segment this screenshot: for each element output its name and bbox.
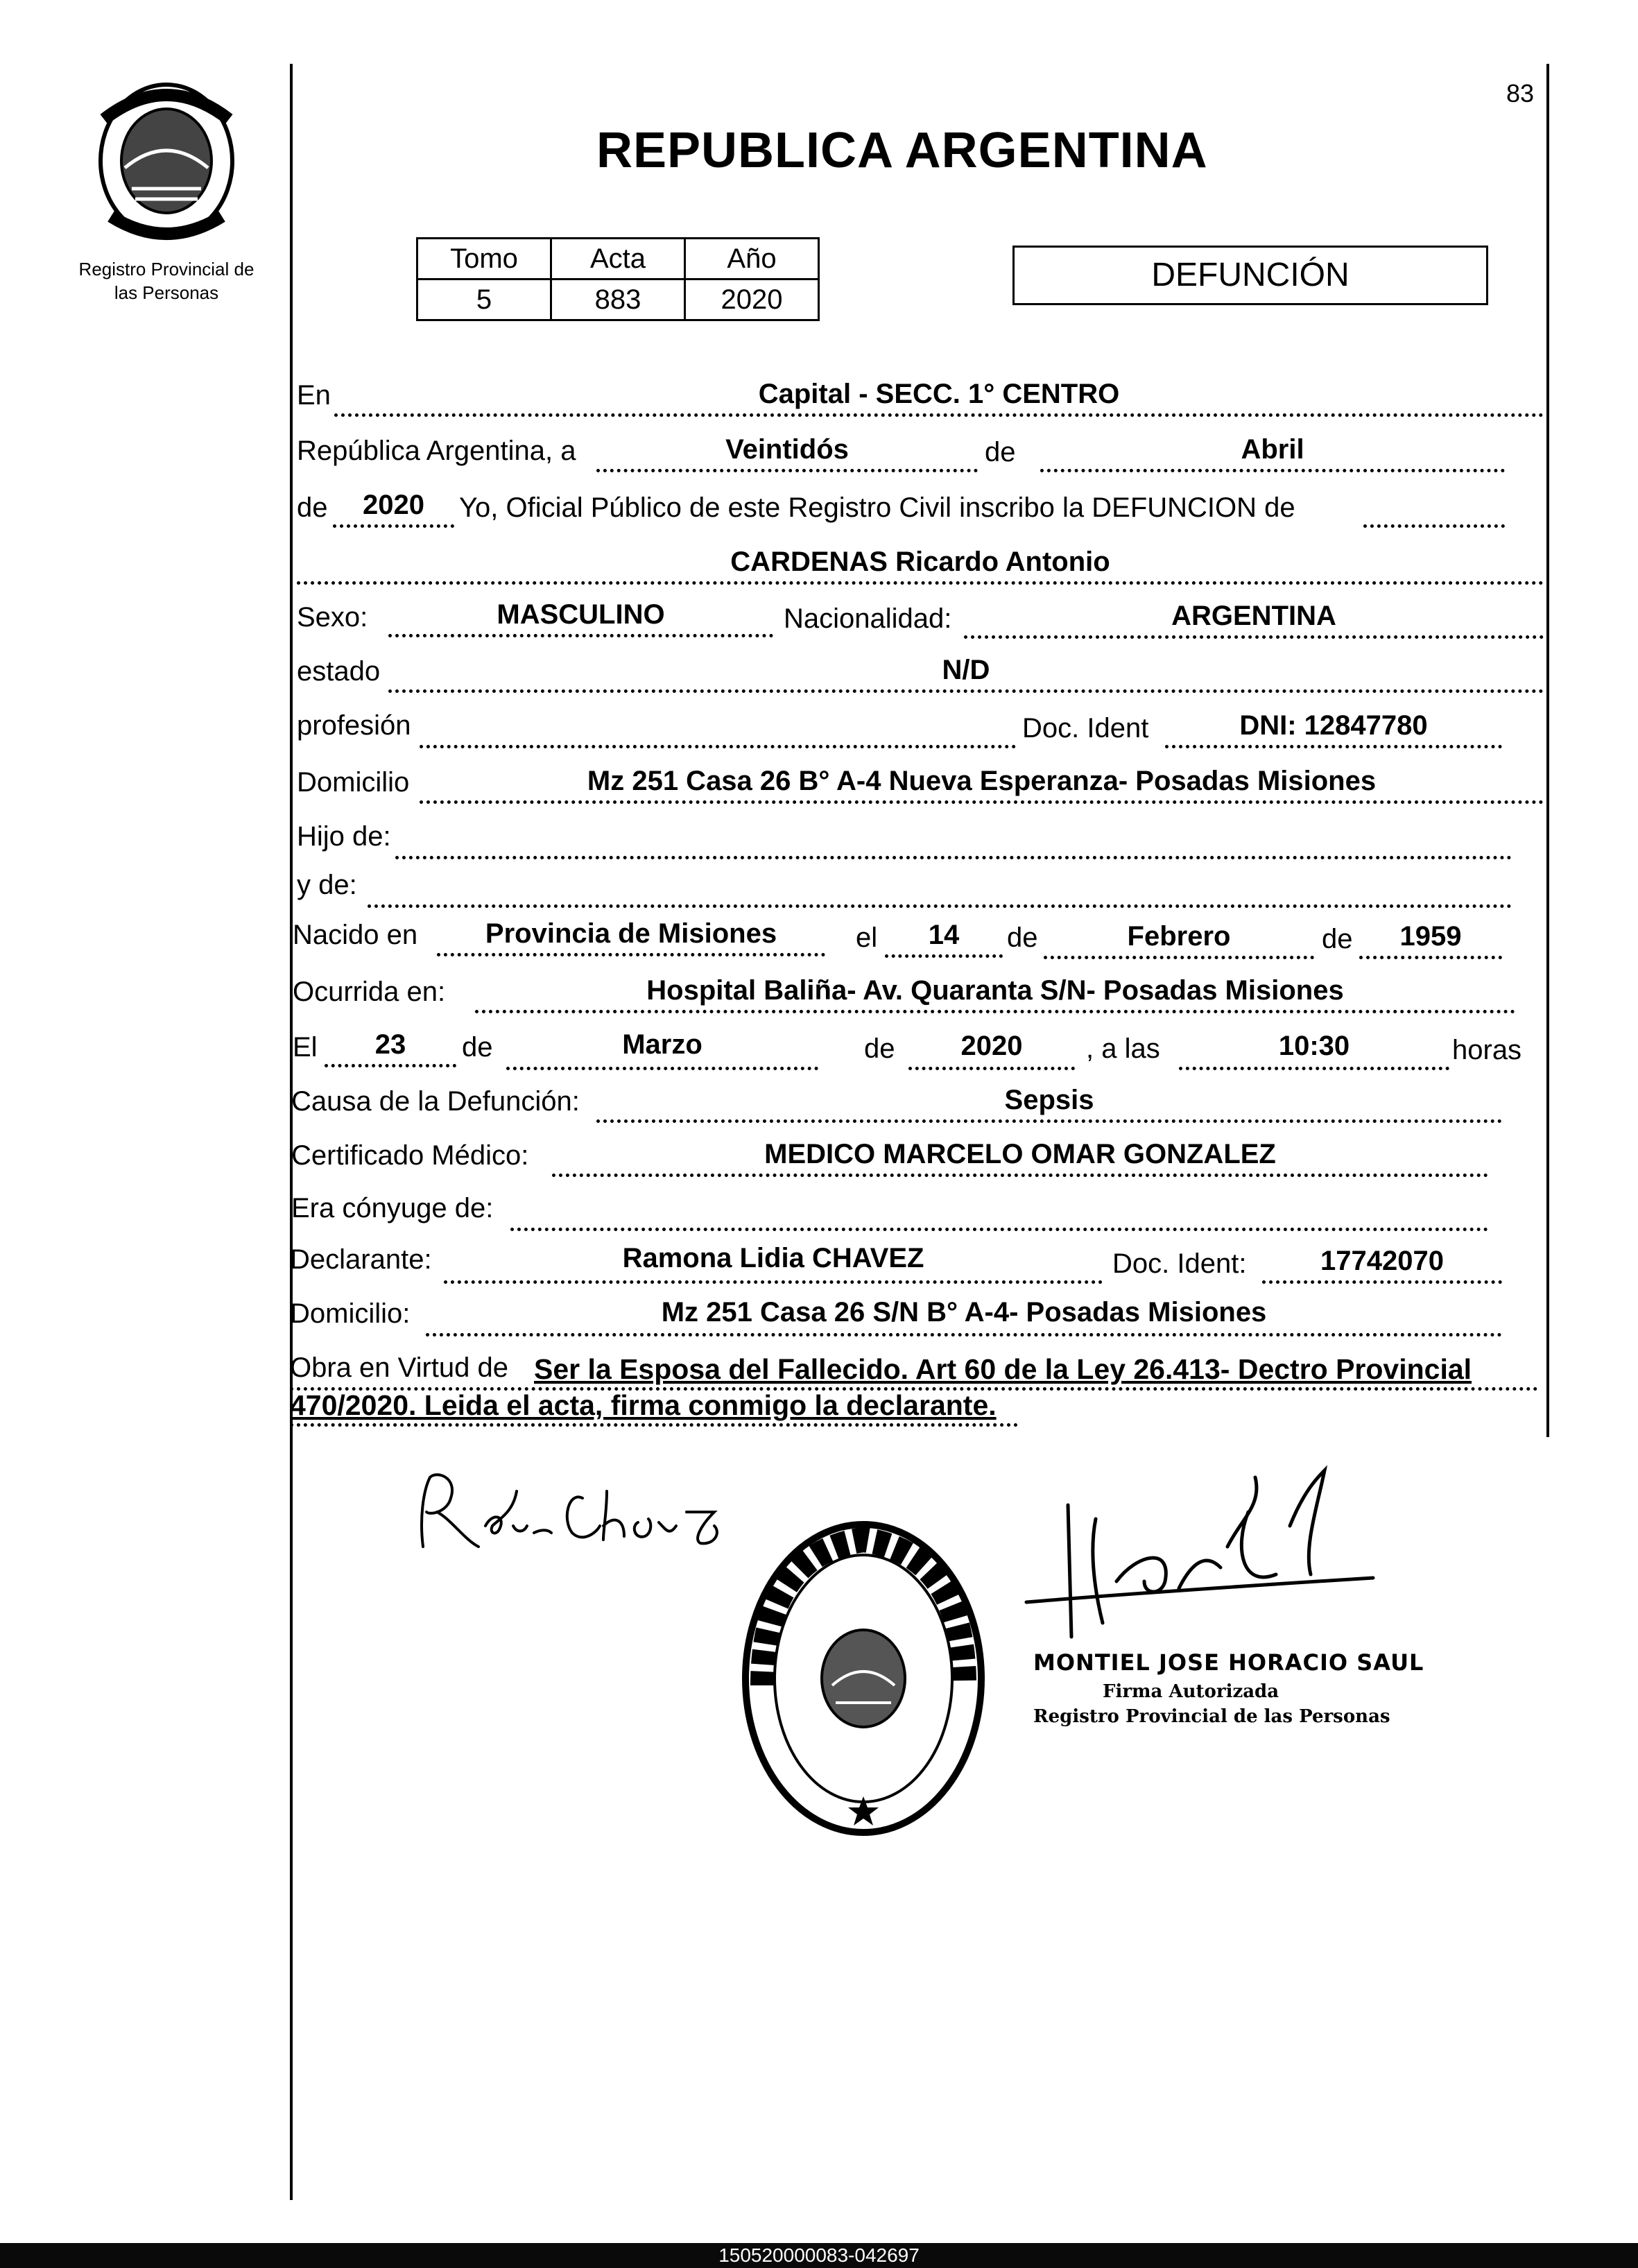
certificado-label: Certificado Médico: — [291, 1140, 529, 1171]
nombre-line — [297, 581, 1544, 585]
sexo-value: MASCULINO — [497, 599, 665, 630]
obra-line-1-value: Ser la Esposa del Fallecido. Art 60 de la Ley 26.413- Dectro Provincial — [534, 1353, 1472, 1385]
tomo-value: 5 — [417, 280, 551, 320]
registro-provincial-label — [42, 258, 291, 305]
obra-line-2 — [290, 1423, 1018, 1427]
def-dia-line — [325, 1064, 456, 1067]
def-anio-value: 2020 — [960, 1031, 1023, 1061]
declarante-label: Declarante: — [290, 1244, 432, 1275]
nac-mes-line — [1044, 956, 1314, 959]
def-mes-value: Marzo — [622, 1029, 702, 1060]
hijo-line — [395, 856, 1512, 859]
de-label-5: de — [462, 1032, 493, 1063]
declarante-doc-value: 17742070 — [1320, 1246, 1444, 1276]
nombre-value: CARDENAS Ricardo Antonio — [730, 547, 1110, 577]
nac-dia-line — [885, 954, 1003, 958]
def-anio-line — [908, 1067, 1075, 1070]
domicilio-label: Domicilio — [297, 767, 410, 798]
official-role: Firma Autorizada — [1103, 1681, 1279, 1702]
horas-label: horas — [1452, 1035, 1522, 1065]
conyuge-label: Era cónyuge de: — [291, 1193, 494, 1223]
acta-value: 883 — [551, 280, 685, 320]
nac-mes-value: Febrero — [1127, 921, 1231, 952]
en-label: En — [297, 380, 331, 411]
de-label-1: de — [985, 437, 1016, 467]
anio-header: Año — [685, 239, 819, 280]
ocurrida-label: Ocurrida en: — [293, 977, 446, 1007]
domicilio-2-label: Domicilio: — [290, 1298, 411, 1329]
dia-letras-value: Veintidós — [725, 434, 849, 465]
registro-line-1: Registro Provincial de — [78, 259, 255, 280]
def-dia-value: 23 — [374, 1029, 406, 1060]
nacido-lugar-value: Provincia de Misiones — [485, 918, 777, 949]
official-name: MONTIEL JOSE HORACIO SAUL — [1033, 1649, 1424, 1676]
el-label: el — [856, 922, 878, 953]
official-stamp — [1033, 1649, 1424, 1727]
yde-line — [368, 904, 1512, 908]
official-seal — [735, 1512, 992, 1845]
acta-header: Acta — [551, 239, 685, 280]
nacionalidad-label: Nacionalidad: — [784, 603, 952, 634]
domicilio-2-line — [426, 1333, 1502, 1337]
lugar-value: Capital - SECC. 1° CENTRO — [758, 379, 1120, 409]
nac-anio-line — [1359, 956, 1502, 959]
alas-label: , a las — [1086, 1033, 1160, 1064]
left-margin-line — [290, 64, 293, 2200]
seal-emblem — [822, 1630, 905, 1727]
ocurrida-value: Hospital Baliña- Av. Quaranta S/N- Posadas Misiones — [646, 975, 1344, 1006]
yo-text: Yo, Oficial Público de este Registro Civil inscribo la DEFUNCION de — [459, 492, 1295, 523]
hora-line — [1179, 1067, 1449, 1070]
hora-value: 10:30 — [1278, 1031, 1350, 1061]
nacido-lugar-line — [437, 953, 825, 956]
domicilio-value: Mz 251 Casa 26 B° A-4 Nueva Esperanza- Posadas Misiones — [587, 766, 1377, 796]
obra-label: Obra en Virtud de — [290, 1352, 509, 1383]
mes-line — [1040, 469, 1505, 472]
de-label-4: de — [1322, 924, 1353, 954]
obra-line-2-value: 470/2020. Leida el acta, firma conmigo la declarante. — [290, 1389, 997, 1421]
de-label-3: de — [1007, 922, 1038, 953]
hijo-label: Hijo de: — [297, 821, 391, 852]
def-mes-line — [506, 1067, 818, 1070]
nacionalidad-line — [964, 635, 1544, 639]
anio-value: 2020 — [685, 280, 819, 320]
declarante-line — [444, 1280, 1103, 1284]
provincia-misiones-logo — [90, 78, 243, 244]
nacionalidad-value: ARGENTINA — [1171, 601, 1336, 631]
nac-anio-value: 1959 — [1399, 921, 1462, 952]
right-margin-line — [1546, 64, 1549, 1437]
dni-value: DNI: 12847780 — [1239, 710, 1428, 741]
estado-value: N/D — [942, 655, 990, 685]
tomo-header: Tomo — [417, 239, 551, 280]
ocurrida-line — [475, 1010, 1515, 1013]
de-label-2: de — [297, 492, 328, 523]
dni-line — [1165, 745, 1502, 748]
estado-line — [388, 689, 1544, 693]
yde-label: y de: — [297, 870, 357, 900]
domicilio-2-value: Mz 251 Casa 26 S/N B° A-4- Posadas Misiones — [661, 1297, 1267, 1328]
tipo-acta-box: DEFUNCIÓN — [1012, 246, 1488, 305]
profesion-line — [420, 745, 1016, 748]
yo-line — [1363, 524, 1505, 528]
official-office: Registro Provincial de las Personas — [1033, 1706, 1390, 1727]
nacido-label: Nacido en — [293, 920, 418, 950]
official-signature — [999, 1463, 1387, 1644]
en-line — [334, 413, 1544, 417]
anio-value: 2020 — [363, 490, 424, 520]
estado-label: estado — [297, 656, 381, 687]
nac-dia-value: 14 — [928, 920, 960, 950]
declarante-value: Ramona Lidia CHAVEZ — [622, 1243, 924, 1273]
doc-ident-label: Doc. Ident — [1022, 713, 1149, 744]
registro-line-2: las Personas — [114, 282, 219, 303]
conyuge-line — [510, 1228, 1488, 1231]
footer-code-bar: 150520000083-042697 — [0, 2243, 1638, 2268]
tomo-acta-anio-table — [416, 237, 820, 321]
declarante-signature — [409, 1463, 735, 1567]
doc-ident-2-label: Doc. Ident: — [1112, 1248, 1247, 1279]
sexo-line — [388, 634, 773, 637]
mes-value: Abril — [1241, 434, 1304, 465]
certificado-value: MEDICO MARCELO OMAR GONZALEZ — [764, 1139, 1276, 1169]
certificado-line — [552, 1174, 1488, 1177]
causa-line — [596, 1119, 1502, 1123]
causa-label: Causa de la Defunción: — [291, 1086, 580, 1117]
dia-line — [596, 469, 978, 472]
el2-label: El — [293, 1032, 318, 1063]
anio-line — [333, 524, 454, 528]
declarante-doc-line — [1262, 1280, 1502, 1284]
profesion-label: profesión — [297, 710, 411, 741]
domicilio-line — [420, 800, 1544, 804]
document-title: REPUBLICA ARGENTINA — [596, 123, 1208, 178]
page-number: 83 — [1506, 79, 1535, 108]
sexo-label: Sexo: — [297, 602, 368, 633]
de-label-6: de — [864, 1033, 895, 1064]
causa-value: Sepsis — [1004, 1085, 1094, 1115]
republica-label: República Argentina, a — [297, 436, 576, 466]
